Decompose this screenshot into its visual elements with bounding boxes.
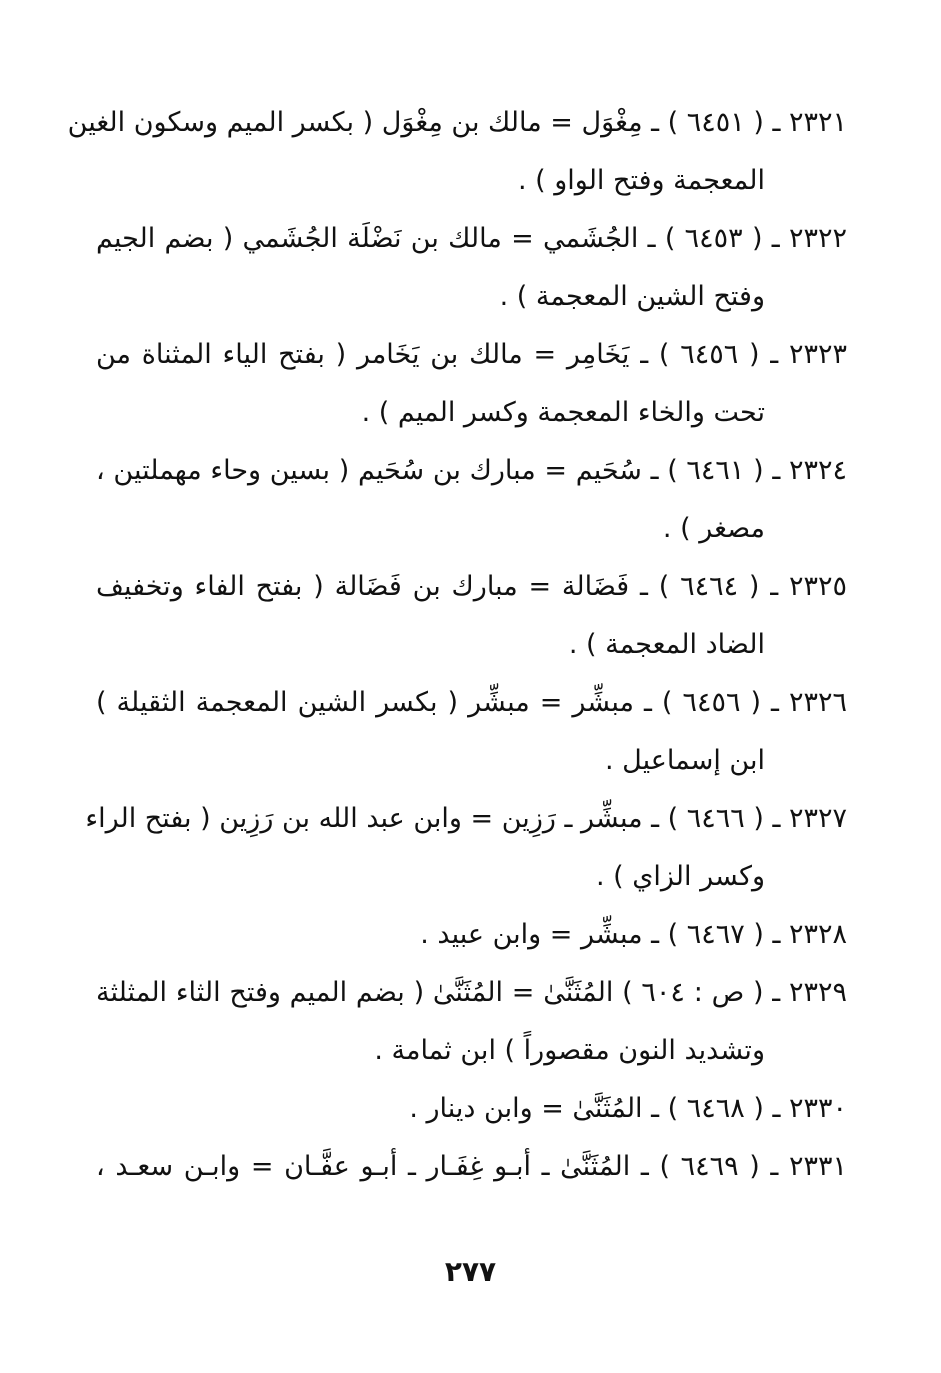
page-number: ٢٧٧ (444, 1255, 497, 1288)
entries-list (67, 94, 848, 1196)
entry-line-continuation: وتشديد النون مقصوراً ) ابن ثمامة . (374, 1035, 765, 1066)
entry-line-continuation: ابن إسماعيل . (605, 745, 765, 776)
entry-line: ٢٣٣١ ـ ( ٦٤٦٩ ) ـ المُثَنَّىٰ ـ أبـو غِفَـار ـ أبـو عفَّـان = وابـن سعـد ، (96, 1151, 847, 1182)
entry-2323 (96, 326, 847, 442)
entry-2321 (67, 94, 847, 210)
entry-line-continuation: الضاد المعجمة ) . (568, 629, 765, 660)
entry-line: ٢٣٢٣ ـ ( ٦٤٥٦ ) ـ يَخَامِر = مالك بن يَخَامر ( بفتح الياء المثناة من (96, 339, 847, 370)
entry-line-continuation: وكسر الزاي ) . (595, 861, 765, 892)
entry-line: ٢٣٢١ ـ ( ٦٤٥١ ) ـ مِغْوَل = مالك بن مِغْوَل ( بكسر الميم وسكون الغين (67, 107, 847, 138)
entry-2330 (96, 1080, 847, 1138)
entry-2328 (96, 906, 847, 964)
entry-line: ٢٣٢٧ ـ ( ٦٤٦٦ ) ـ مبشِّر ـ رَزِين = وابن عبد الله بن رَزِين ( بفتح الراء (85, 803, 847, 834)
entry-2324 (96, 442, 847, 558)
entry-line: ٢٣٣٠ ـ ( ٦٤٦٨ ) ـ المُثَنَّىٰ = وابن دينار . (409, 1093, 847, 1124)
entry-line-continuation: المعجمة وفتح الواو ) . (517, 165, 765, 196)
entry-2322 (96, 210, 847, 326)
entry-line: ٢٣٢٦ ـ ( ٦٤٥٦ ) ـ مبشِّر = مبشِّر ( بكسر الشين المعجمة الثقيلة ) (96, 687, 847, 718)
entry-2327 (85, 790, 847, 906)
entry-2325 (96, 558, 847, 674)
entry-2326 (96, 674, 847, 790)
entry-line: ٢٣٢٩ ـ ( ص : ٦٠٤ ) المُثَنَّىٰ = المُثَنَّىٰ ( بضم الميم وفتح الثاء المثلثة (96, 977, 847, 1008)
entry-line-continuation: وفتح الشين المعجمة ) . (499, 281, 765, 312)
entry-line-continuation: مصغر ) . (662, 513, 765, 544)
entry-line: ٢٣٢٤ ـ ( ٦٤٦١ ) ـ سُحَيم = مبارك بن سُحَيم ( بسين وحاء مهملتين ، (96, 455, 847, 486)
entry-line: ٢٣٢٨ ـ ( ٦٤٦٧ ) ـ مبشِّر = وابن عبيد . (420, 919, 847, 950)
entry-line-continuation: تحت والخاء المعجمة وكسر الميم ) . (361, 397, 765, 428)
entry-line: ٢٣٢٥ ـ ( ٦٤٦٤ ) ـ فَضَالة = مبارك بن فَضَالة ( بفتح الفاء وتخفيف (96, 571, 848, 602)
entry-line: ٢٣٢٢ ـ ( ٦٤٥٣ ) ـ الجُشَمي = مالك بن نَضْلَة الجُشَمي ( بضم الجيم (96, 223, 847, 254)
entry-2329 (96, 964, 847, 1080)
entry-2331 (96, 1138, 847, 1196)
